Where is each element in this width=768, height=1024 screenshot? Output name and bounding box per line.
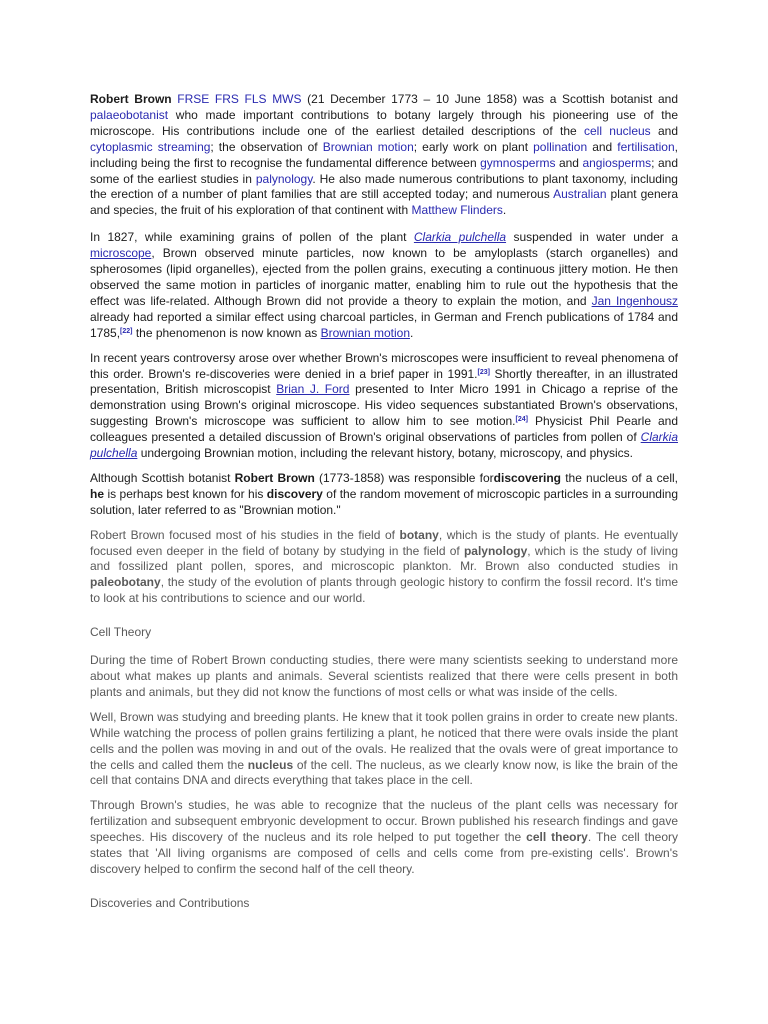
nucleus-discovery-paragraph: Well, Brown was studying and breeding plants. He knew that it took pollen grains in order to create new plants. While watching the process of pollen grains fertilizing a plant, he noticed that there were ovals inside the plant cells and the pollen was moving in and out of the ovals. He realized that the ovals were of great importance to the cells and called them the nucleus of the cell. The nucleus, as we clearly know now, is like the brain of the cell that contains DNA and directs everything that takes place in the cell. — [90, 709, 678, 788]
controversy-paragraph: In recent years controversy arose over whether Brown's microscopes were insufficient to reveal phenomena of this order. Brown's re-discoveries were denied in a brief paper in 1991.[23] Shortly thereafter, in an illustrated presentation, British microscopist Brian J. Ford presented to Inter Micro 1991 in Chicago a reprise of the demonstration using Brown's original microscope. His video sequences substantiated Brown's observations, suggesting Brown's microscope was sufficient to allow him to see motion.[24] Physicist Phil Pearle and colleagues presented a detailed discussion of Brown's original observations of particles from pollen of Clarkia pulchella undergoing Brownian motion, including the relevant history, botany, microscopy, and physics. — [90, 350, 679, 461]
citation-23[interactable]: [23] — [477, 368, 490, 376]
subject-name: Robert Brown — [90, 92, 172, 106]
gymnosperms-link[interactable]: gymnosperms — [480, 155, 556, 170]
clarkia-pulchella-link-2[interactable]: Clarkia pulchella — [90, 430, 678, 461]
cell-theory-intro-paragraph: During the time of Robert Brown conducting studies, there were many scientists seeking to understand more about what makes up plants and animals. Several scientists realized that there were cells present in both plants and animals, but they did not know the functions of most cells or what was inside of the cells. — [90, 653, 678, 699]
microscope-link[interactable]: microscope — [90, 246, 152, 261]
palaeobotanist-link[interactable]: palaeobotanist — [90, 107, 169, 122]
post-nominals-link[interactable]: FRSE FRS FLS MWS — [177, 92, 302, 106]
citation-22[interactable]: [22] — [120, 327, 133, 335]
discoveries-heading: Discoveries and Contributions — [90, 895, 250, 910]
brownian-motion-link[interactable]: Brownian motion — [322, 139, 414, 154]
pollen-observation-paragraph: In 1827, while examining grains of pollen of the plant Clarkia pulchella suspended in water under a microscope, Brown observed minute particles, now known to be amyloplasts (starch organelles) and spherosomes (lipid organelles), ejected from the pollen grains, executing a continuous jittery motion. He then observed the same motion in particles of inorganic matter, enabling him to rule out the hypothesis that the effect was life-related. Although Brown did not provide a theory to explain the motion, and Jan Ingenhousz already had reported a similar effect using charcoal particles, in German and French publications of 1784 and 1785,[22] the phenomenon is now known as Brownian motion. — [90, 230, 678, 340]
brian-ford-link[interactable]: Brian J. Ford — [276, 382, 350, 397]
australian-link[interactable]: Australian — [553, 187, 607, 202]
clarkia-pulchella-link[interactable]: Clarkia pulchella — [413, 230, 507, 245]
pollination-link[interactable]: pollination — [533, 139, 588, 154]
fertilisation-link[interactable]: fertilisation — [617, 139, 675, 154]
citation-24[interactable]: [24] — [515, 416, 528, 424]
cell-theory-paragraph: Through Brown's studies, he was able to recognize that the nucleus of the plant cells was necessary for fertilization and subsequent embryonic development to occur. Brown published his research findings and gave speeches. His discovery of the nucleus and its role helped to put together the cell theory. The cell theory states that 'All living organisms are composed of cells and cells come from pre-existing cells'. Brown's discovery helped to confirm the second half of the cell theory. — [90, 798, 678, 876]
intro-paragraph: Robert Brown FRSE FRS FLS MWS (21 December 1773 – 10 June 1858) was a Scottish botanist and palaeobotanist who made important contributions to botany largely through his pioneering use of the microscope. His contributions include one of the earliest detailed descriptions of the cell nucleus and cytoplasmic streaming; the observation of Brownian motion; early work on plant pollination and fertilisation, including being the first to recognise the fundamental difference between gymnosperms and angiosperms; and some of the earliest studies in palynology. He also made numerous contributions to plant taxonomy, including the erection of a number of plant families that are still accepted today; and numerous Australian plant genera and species, the fruit of his exploration of that continent with Matthew Flinders. — [90, 92, 679, 218]
article-body — [90, 92, 678, 924]
summary-paragraph: Although Scottish botanist Robert Brown (1773-1858) was responsible fordiscovering the nucleus of a cell, he is perhaps best known for his discovery of the random movement of microscopic particles in a surrounding solution, later referred to as "Brownian motion." — [90, 470, 678, 517]
jan-ingenhousz-link[interactable]: Jan Ingenhousz — [591, 293, 678, 308]
cell-nucleus-link[interactable]: cell nucleus — [583, 123, 651, 138]
fields-of-study-paragraph: Robert Brown focused most of his studies in the field of botany, which is the study of plants. He eventually focused even deeper in the field of botany by studying in the field of palynology, which is the study of living and fossilized plant pollen, spores, and microscopic plankton. Mr. Brown also conducted studies in paleobotany, the study of the evolution of plants through geologic history to confirm the fossil record. It's time to look at his contributions to science and our world. — [90, 527, 679, 606]
matthew-flinders-link[interactable]: Matthew Flinders — [411, 203, 503, 218]
angiosperms-link[interactable]: angiosperms — [582, 155, 652, 170]
cell-theory-heading: Cell Theory — [90, 625, 152, 640]
palynology-link[interactable]: palynology — [255, 171, 313, 186]
cytoplasmic-streaming-link[interactable]: cytoplasmic streaming — [90, 139, 211, 154]
brownian-motion-link-2[interactable]: Brownian motion — [320, 325, 410, 340]
